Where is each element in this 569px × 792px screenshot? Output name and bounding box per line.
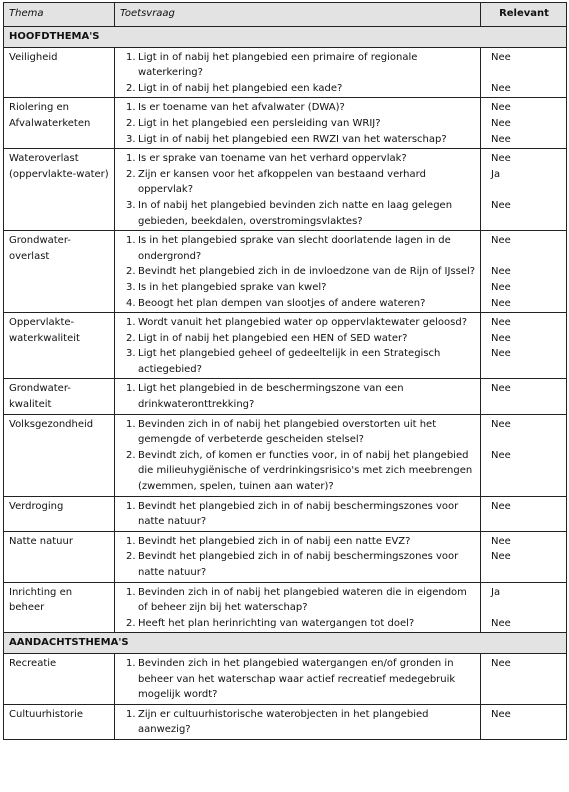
- theme-label: Natte natuur: [9, 535, 73, 547]
- question-text: Ligt in het plangebied een persleiding van WRIJ?: [138, 117, 381, 129]
- question-number: 1.: [126, 102, 136, 114]
- relevant-value: Nee: [491, 317, 511, 329]
- header-toetsvraag: Toetsvraag: [115, 3, 481, 27]
- question-text: Zijn er kansen voor het afkoppelen van bestaand verhard oppervlak?: [138, 168, 426, 196]
- relevant-value: Nee: [491, 418, 511, 430]
- theme-label: Riolering en Afvalwaterketen: [9, 102, 91, 129]
- question-number: 1.: [126, 657, 136, 669]
- question-item: [120, 534, 476, 550]
- question-text: Bevinden zich in het plangebied watergangen en/of gronden in beheer van het waterschap waar actief recreatief medegebruik mogelijk wordt?: [138, 657, 456, 701]
- relevant-value: Nee: [491, 535, 511, 547]
- relevant-cell: [481, 653, 567, 704]
- question-number: 2.: [126, 617, 136, 629]
- question-text: Bevindt zich, of komen er functies voor, in of nabij het plangebied die milieuhygiënische of verdrinkingsrisico's met zich meebrengen (zwemmen, spelen, tuinen aan water)?: [138, 449, 473, 493]
- theme-cell: [4, 704, 115, 739]
- theme-cell: [4, 98, 115, 149]
- question-item: [120, 616, 476, 632]
- theme-cell: [4, 313, 115, 379]
- question-item: [120, 381, 476, 412]
- theme-label: Oppervlakte-waterkwaliteit: [9, 317, 80, 344]
- question-item: [120, 132, 476, 148]
- question-item: [120, 198, 476, 229]
- question-number: 2.: [126, 82, 136, 94]
- question-number: 1.: [126, 317, 136, 329]
- relevant-value: Nee: [491, 657, 511, 669]
- table-row: [4, 149, 567, 231]
- question-item: [120, 346, 476, 377]
- question-number: 3.: [126, 281, 136, 293]
- question-text: Is in het plangebied sprake van slecht doorlatende lagen in de ondergrond?: [138, 235, 451, 262]
- question-item: [120, 116, 476, 132]
- theme-label: Volksgezondheid: [9, 418, 94, 430]
- question-item: [120, 315, 476, 331]
- question-item: [120, 100, 476, 116]
- question-number: 3.: [126, 348, 136, 360]
- question-cell: [115, 98, 481, 149]
- question-cell: [115, 414, 481, 496]
- question-cell: [115, 379, 481, 414]
- table-row: [4, 531, 567, 582]
- theme-label: Wateroverlast (oppervlakte-water): [9, 153, 109, 180]
- section-title: HOOFDTHEMA'S: [4, 27, 567, 48]
- question-item: [120, 499, 476, 530]
- relevant-cell: [481, 231, 567, 313]
- question-item: [120, 549, 476, 580]
- theme-label: Verdroging: [9, 500, 64, 512]
- relevant-value: Ja: [491, 168, 501, 180]
- table-row: [4, 653, 567, 704]
- relevant-value: Ja: [491, 586, 501, 598]
- question-item: [120, 448, 476, 495]
- relevant-cell: [481, 149, 567, 231]
- question-item: [120, 50, 476, 81]
- question-cell: [115, 653, 481, 704]
- relevant-value: Nee: [491, 133, 511, 145]
- relevant-value: Nee: [491, 82, 511, 94]
- relevant-cell: [481, 414, 567, 496]
- theme-cell: [4, 582, 115, 633]
- question-text: Is er sprake van toename van het verhard oppervlak?: [138, 153, 407, 165]
- relevant-value: Nee: [491, 235, 511, 247]
- theme-cell: [4, 531, 115, 582]
- question-item: [120, 417, 476, 448]
- relevant-cell: [481, 313, 567, 379]
- question-text: Ligt in of nabij het plangebied een RWZI van het waterschap?: [138, 133, 447, 145]
- theme-cell: [4, 414, 115, 496]
- question-text: Bevindt het plangebied zich in of nabij beschermingszones voor natte natuur?: [138, 500, 459, 528]
- relevant-value: Nee: [491, 348, 511, 360]
- question-text: Is er toename van het afvalwater (DWA)?: [138, 102, 345, 114]
- relevant-value: Nee: [491, 281, 511, 293]
- question-item: [120, 707, 476, 738]
- table-row: [4, 582, 567, 633]
- table-row: [4, 414, 567, 496]
- relevant-value: Nee: [491, 199, 511, 211]
- question-number: 1.: [126, 708, 136, 720]
- question-item: [120, 656, 476, 703]
- question-item: [120, 151, 476, 167]
- table-row: [4, 496, 567, 531]
- question-text: Bevindt het plangebied zich in de invloedzone van de Rijn of IJssel?: [138, 266, 476, 278]
- question-item: [120, 296, 476, 312]
- question-text: Ligt het plangebied geheel of gedeeltelijk in een Strategisch actiegebied?: [138, 348, 441, 375]
- theme-cell: [4, 496, 115, 531]
- relevant-cell: [481, 531, 567, 582]
- question-number: 2.: [126, 332, 136, 344]
- toetstabel-document: [3, 2, 566, 740]
- question-item: [120, 264, 476, 280]
- relevant-value: Nee: [491, 266, 511, 278]
- question-text: Heeft het plan herinrichting van watergangen tot doel?: [138, 617, 415, 629]
- relevant-cell: [481, 582, 567, 633]
- relevant-cell: [481, 704, 567, 739]
- relevant-cell: [481, 496, 567, 531]
- relevant-value: Nee: [491, 332, 511, 344]
- question-number: 2.: [126, 266, 136, 278]
- question-cell: [115, 149, 481, 231]
- question-item: [120, 167, 476, 198]
- question-item: [120, 331, 476, 347]
- question-number: 1.: [126, 586, 136, 598]
- relevant-value: Nee: [491, 708, 511, 720]
- theme-cell: [4, 379, 115, 414]
- relevant-cell: [481, 47, 567, 98]
- question-text: Bevindt het plangebied zich in of nabij beschermingszones voor natte natuur?: [138, 551, 459, 578]
- question-text: Wordt vanuit het plangebied water op oppervlaktewater geloosd?: [138, 317, 468, 329]
- question-text: Beoogt het plan dempen van slootjes of andere wateren?: [138, 297, 426, 309]
- section-title: AANDACHTSTHEMA'S: [4, 633, 567, 654]
- question-text: Ligt in of nabij het plangebied een kade?: [138, 82, 343, 94]
- table-row: [4, 47, 567, 98]
- question-number: 1.: [126, 383, 136, 395]
- header-relevant: Relevant: [481, 3, 567, 27]
- question-number: 3.: [126, 133, 136, 145]
- section-row: [4, 633, 567, 654]
- relevant-cell: [481, 379, 567, 414]
- relevant-value: Nee: [491, 297, 511, 309]
- question-number: 3.: [126, 199, 136, 211]
- question-number: 2.: [126, 117, 136, 129]
- question-text: Zijn er cultuurhistorische waterobjecten in het plangebied aanwezig?: [138, 708, 429, 736]
- question-item: [120, 81, 476, 97]
- relevant-value: Nee: [491, 617, 511, 629]
- question-cell: [115, 313, 481, 379]
- question-cell: [115, 704, 481, 739]
- section-row: [4, 27, 567, 48]
- relevant-value: Nee: [491, 51, 511, 63]
- relevant-value: Nee: [491, 102, 511, 114]
- question-text: Bevinden zich in of nabij het plangebied overstorten uit het gemengde of verbeterde gescheiden stelsel?: [138, 418, 437, 446]
- theme-label: Recreatie: [9, 657, 57, 669]
- question-number: 2.: [126, 551, 136, 563]
- theme-label: Inrichting en beheer: [9, 586, 73, 614]
- question-text: Bevindt het plangebied zich in of nabij een natte EVZ?: [138, 535, 411, 547]
- table-row: [4, 231, 567, 313]
- relevant-value: Nee: [491, 500, 511, 512]
- question-text: In of nabij het plangebied bevinden zich natte en laag gelegen gebieden, beekdalen, overstromingsvlaktes?: [138, 199, 453, 227]
- question-text: Is in het plangebied sprake van kwel?: [138, 281, 327, 293]
- theme-cell: [4, 47, 115, 98]
- question-cell: [115, 496, 481, 531]
- theme-label: Cultuurhistorie: [9, 708, 84, 720]
- question-number: 2.: [126, 168, 136, 180]
- question-text: Ligt in of nabij het plangebied een primaire of regionale waterkering?: [138, 51, 418, 79]
- theme-cell: [4, 149, 115, 231]
- theme-cell: [4, 653, 115, 704]
- theme-cell: [4, 231, 115, 313]
- theme-label: Grondwater-kwaliteit: [9, 383, 71, 411]
- question-number: 2.: [126, 449, 136, 461]
- question-number: 1.: [126, 418, 136, 430]
- relevant-value: Nee: [491, 153, 511, 165]
- table-row: [4, 704, 567, 739]
- relevant-value: Nee: [491, 117, 511, 129]
- question-number: 1.: [126, 153, 136, 165]
- table-header-row: [4, 3, 567, 27]
- question-number: 1.: [126, 51, 136, 63]
- question-item: [120, 585, 476, 616]
- table-row: [4, 313, 567, 379]
- question-item: [120, 233, 476, 264]
- question-cell: [115, 582, 481, 633]
- question-cell: [115, 47, 481, 98]
- table-row: [4, 98, 567, 149]
- relevant-value: Nee: [491, 551, 511, 563]
- theme-label: Grondwater-overlast: [9, 235, 71, 262]
- theme-label: Veiligheid: [9, 51, 58, 63]
- question-number: 1.: [126, 235, 136, 247]
- relevant-cell: [481, 98, 567, 149]
- question-text: Ligt in of nabij het plangebied een HEN of SED water?: [138, 332, 408, 344]
- question-item: [120, 280, 476, 296]
- question-text: Bevinden zich in of nabij het plangebied wateren die in eigendom of beheer zijn bij het waterschap?: [138, 586, 467, 614]
- toets-table: [3, 2, 567, 740]
- question-cell: [115, 231, 481, 313]
- question-number: 4.: [126, 297, 136, 309]
- question-number: 1.: [126, 535, 136, 547]
- relevant-value: Nee: [491, 383, 511, 395]
- table-row: [4, 379, 567, 414]
- relevant-value: Nee: [491, 449, 511, 461]
- question-cell: [115, 531, 481, 582]
- header-thema: Thema: [4, 3, 115, 27]
- question-number: 1.: [126, 500, 136, 512]
- question-text: Ligt het plangebied in de beschermingszone van een drinkwateronttrekking?: [138, 383, 404, 411]
